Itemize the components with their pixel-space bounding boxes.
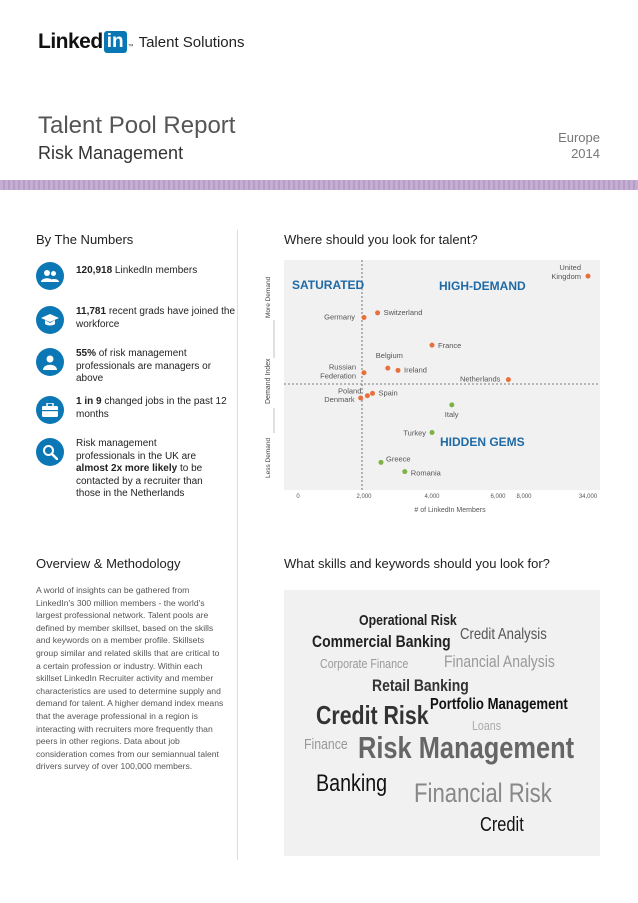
briefcase-icon <box>36 396 64 424</box>
members-icon <box>36 262 64 290</box>
point-label: Romania <box>410 468 441 478</box>
skill-keyword: Banking <box>316 770 388 797</box>
point-ireland <box>396 368 401 373</box>
x-tick-label: 6,000 <box>490 494 506 500</box>
point-russian-federation <box>362 370 367 375</box>
stat-label: recent grads have joined the workforce <box>76 306 236 330</box>
stat-managers <box>36 348 236 386</box>
stat-label: changed jobs in the past 12 months <box>76 396 227 420</box>
logo-subtitle: Talent Solutions <box>138 33 245 51</box>
logo-in-badge: in <box>104 31 127 53</box>
skill-keyword: Corporate Finance <box>320 656 409 671</box>
skill-keyword: Commercial Banking <box>312 632 451 651</box>
stat-label: to be contacted by a recruiter than those in the Netherlands <box>76 463 203 499</box>
region-year: 2014 <box>571 146 600 161</box>
point-label: Turkey <box>403 428 426 438</box>
point-belgium <box>385 366 390 371</box>
x-tick-label: 34,000 <box>578 494 598 500</box>
stat-value: 55% <box>76 348 97 359</box>
region-name: Europe <box>558 130 600 145</box>
point-netherlands <box>506 377 511 382</box>
x-tick-label: 8,000 <box>516 494 532 500</box>
skills-title: What skills and keywords should you look for? <box>284 556 550 571</box>
x-tick-label: 2,000 <box>356 494 372 500</box>
point-label: Germany <box>324 312 355 322</box>
x-tick-label: 0 <box>296 494 300 500</box>
stat-value: almost 2x more likely <box>76 463 178 474</box>
logo-wordmark: Linked <box>38 30 103 53</box>
point-denmark <box>358 396 363 401</box>
overview-body: A world of insights can be gathered from LinkedIn's 300 million members - the world's largest professional network. Talent pools are defined by member skillset, based on the skills and keywords on a member profile. Skillsets group similar and related skills that are critical to a certain profession or industry. Within each skillset LinkedIn Recruiter activity and member characteristics are used to determine supply and demand for talent. A higher demand index means that the average professional in a region is interacting with recruiters more frequently than peers in other regions. Data about job consideration comes from our semiannual talent drivers survey of over 100,000 members. <box>36 585 224 772</box>
stat-value: 11,781 <box>76 306 107 317</box>
point-label: Netherlands <box>459 374 501 384</box>
x-tick-labels <box>296 494 598 500</box>
stat-text <box>76 348 236 386</box>
stat-jobs <box>36 396 236 424</box>
point-label: Greece <box>386 454 411 464</box>
skills-word-cloud <box>284 590 600 856</box>
point-label: Belgium <box>375 351 403 361</box>
skill-keyword: Loans <box>472 718 502 733</box>
skill-keyword: Finance <box>304 736 348 753</box>
point-switzerland <box>375 310 380 315</box>
point-label: Poland <box>338 386 362 396</box>
skill-keyword: Credit Analysis <box>460 626 547 643</box>
point-label: Russian Federation <box>320 362 356 381</box>
x-axis-title: # of LinkedIn Members <box>414 507 486 514</box>
logo-trademark: ™ <box>127 44 134 50</box>
stat-text <box>76 306 236 334</box>
column-divider <box>237 230 238 860</box>
quadrant-hidden-gems: HIDDEN GEMS <box>440 435 525 449</box>
report-subtitle: Risk Management <box>38 143 184 163</box>
stat-text <box>76 265 197 290</box>
stat-text <box>76 396 236 424</box>
skill-keyword: Credit Risk <box>316 700 429 730</box>
y-axis-more-demand: More Demand <box>265 276 272 318</box>
stat-recruiter <box>36 438 236 501</box>
stat-value: 120,918 <box>76 265 113 276</box>
skill-keyword: Credit <box>480 814 524 836</box>
y-axis-title: Demand Index <box>265 358 272 404</box>
x-tick-label: 4,000 <box>424 494 440 500</box>
person-icon <box>36 348 64 376</box>
stat-label: LinkedIn members <box>112 265 198 276</box>
point-label: Italy <box>444 409 459 419</box>
numbers-title: By The Numbers <box>36 232 134 247</box>
quadrant-saturated: SATURATED <box>292 278 365 292</box>
point-turkey <box>430 430 435 435</box>
graduation-cap-icon <box>36 306 64 334</box>
skill-keyword: Operational Risk <box>359 612 457 629</box>
overview-title: Overview & Methodology <box>36 556 181 571</box>
header-banner <box>0 180 638 190</box>
point-label: Switzerland <box>383 307 423 317</box>
talent-scatter-chart <box>256 258 606 520</box>
y-axis-less-demand: Less Demand <box>265 437 272 478</box>
search-icon <box>36 438 64 466</box>
stat-text <box>76 438 206 501</box>
report-region <box>558 130 600 162</box>
skill-keyword: Portfolio Management <box>430 696 568 713</box>
point-label: United Kingdom <box>551 263 581 282</box>
stat-prefix: Risk management professionals in the UK are <box>76 438 197 462</box>
skill-keyword: Financial Analysis <box>444 652 555 671</box>
quadrant-high-demand: HIGH-DEMAND <box>439 279 526 293</box>
point-label: Ireland <box>404 365 427 375</box>
skill-keyword: Risk Management <box>358 730 575 765</box>
talent-title: Where should you look for talent? <box>284 232 478 247</box>
stat-grads <box>36 306 236 334</box>
point-france <box>430 343 435 348</box>
linkedin-logo <box>38 30 244 54</box>
point-united-kingdom <box>586 274 591 279</box>
stat-members <box>36 262 236 290</box>
point-poland <box>365 393 370 398</box>
skill-keyword: Financial Risk <box>414 778 552 808</box>
point-germany <box>362 315 367 320</box>
point-italy <box>449 402 454 407</box>
point-label: Denmark <box>324 395 355 404</box>
point-spain <box>370 391 375 396</box>
point-romania <box>402 469 407 474</box>
point-label: France <box>438 341 462 351</box>
stat-value: 1 in 9 <box>76 396 102 407</box>
point-label: Spain <box>378 388 398 398</box>
skill-keyword: Retail Banking <box>372 676 469 695</box>
stat-label: of risk management professionals are managers or above <box>76 348 212 384</box>
point-greece <box>379 460 384 465</box>
report-title: Talent Pool Report <box>38 112 236 139</box>
